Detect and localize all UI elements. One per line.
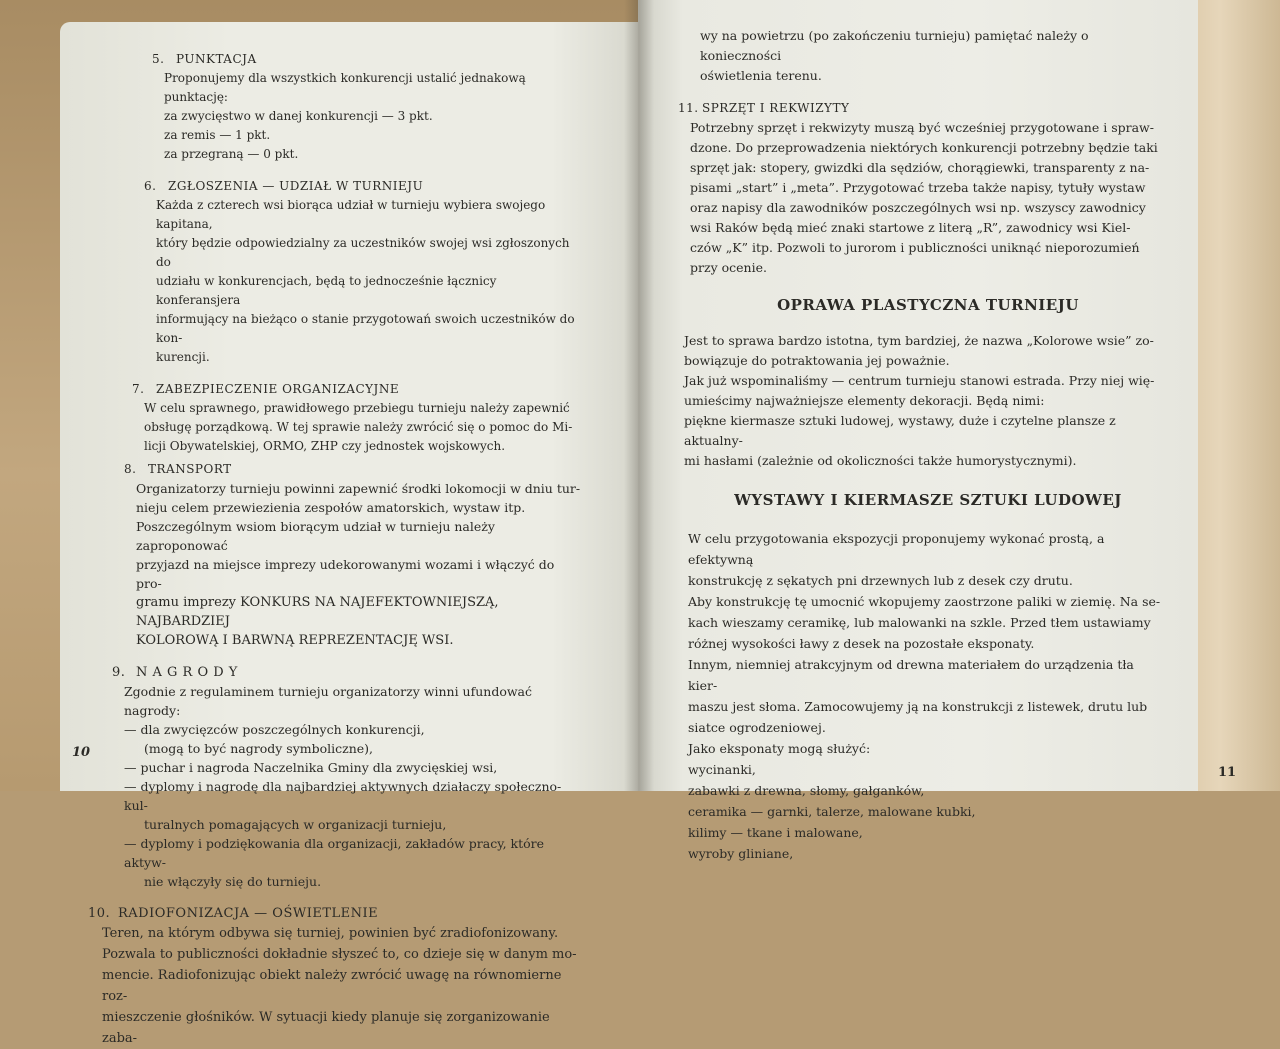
section-body	[124, 682, 582, 891]
text-line: wy na powietrzu (po zakończeniu turnieju) pamiętać należy o konieczności	[700, 28, 1089, 63]
text-line: Poszczególnym wsiom biorącym udział w turnieju należy zaproponować	[136, 519, 495, 553]
text-line: nie włączyły się do turnieju.	[144, 874, 322, 889]
section-title: N A G R O D Y	[136, 665, 238, 680]
section-title: TRANSPORT	[148, 462, 232, 476]
text-line: Organizatorzy turnieju powinni zapewnić środki lokomocji w dniu tur-	[136, 481, 581, 496]
text-line: nieju celem przewiezienia zespołów amatorskich, wystaw itp.	[136, 500, 526, 515]
section-title: ZGŁOSZENIA — UDZIAŁ W TURNIEJU	[168, 179, 424, 193]
paragraph-block	[684, 331, 1166, 471]
text-line: — dyplomy i nagrodę dla najbardziej aktywnych działaczy społeczno-kul-	[124, 779, 562, 813]
text-line: bowiązuje do potraktowania jej poważnie.	[684, 353, 950, 368]
section-number: 5.	[152, 52, 165, 66]
text-line: W celu sprawnego, prawidłowego przebiegu turnieju należy zapewnić	[144, 401, 570, 415]
section-title: SPRZĘT I REKWIZYTY	[702, 101, 850, 115]
section-body	[690, 118, 1166, 278]
text-line: czów „K” itp. Pozwoli to jurorom i publiczności uniknąć nieporozumień	[690, 240, 1140, 255]
section-number: 6.	[144, 179, 157, 193]
text-line: kach wieszamy ceramikę, lub malowanki na szkle. Przed tłem ustawiamy	[688, 615, 1151, 630]
text-line: (mogą to być nagrody symboliczne),	[144, 741, 374, 756]
text-line: za zwycięstwo w danej konkurencji — 3 pkt.	[164, 109, 433, 123]
continuation-text	[700, 26, 1166, 86]
text-line: W celu przygotowania ekspozycji proponujemy wykonać prostą, a efektywną	[688, 531, 1105, 567]
text-line: Jest to sprawa bardzo istotna, tym bardziej, że nazwa „Kolorowe wsie” zo-	[684, 333, 1154, 348]
text-line: oraz napisy dla zawodników poszczególnych wsi np. wszyscy zawodnicy	[690, 200, 1146, 215]
text-line: za przegraną — 0 pkt.	[164, 147, 299, 161]
text-line: turalnych pomagających w organizacji turnieju,	[144, 817, 447, 832]
text-line: maszu jest słoma. Zamocowujemy ją na konstrukcji z listewek, drutu lub	[688, 699, 1148, 714]
section-body	[136, 479, 582, 650]
section-body	[164, 69, 582, 164]
text-line: pisami „start” i „meta”. Przygotować trzeba także napisy, tytuły wystaw	[690, 180, 1146, 195]
section-number: 8.	[124, 462, 137, 476]
section-body	[102, 923, 582, 1049]
section-title: PUNKTACJA	[176, 52, 257, 66]
page-number: 11	[1218, 765, 1237, 780]
section-heading	[124, 460, 582, 479]
text-line: Pozwala to publiczności dokładnie słyszeć to, co dzieje się w danym mo-	[102, 947, 577, 962]
text-line: za remis — 1 pkt.	[164, 128, 271, 142]
text-line: Proponujemy dla wszystkich konkurencji ustalić jednakową punktację:	[164, 71, 526, 104]
page-number: 10	[72, 745, 91, 760]
text-line: Zgodnie z regulaminem turnieju organizatorzy winni ufundować nagrody:	[124, 684, 533, 718]
text-line: udziału w konkurencjach, będą to jednocześnie łącznicy konferansjera	[156, 274, 497, 307]
text-line: piękne kiermasze sztuki ludowej, wystawy, duże i czytelne plansze z aktualny-	[684, 413, 1116, 448]
section-heading	[132, 380, 582, 399]
text-line: Jak już wspominaliśmy — centrum turnieju stanowi estrada. Przy niej wię-	[684, 373, 1155, 388]
text-line: który będzie odpowiedzialny za uczestników swojej wsi zgłoszonych do	[156, 236, 570, 269]
text-line: wycinanki,	[688, 762, 756, 777]
text-line: — puchar i nagroda Naczelnika Gminy dla zwycięskiej wsi,	[124, 760, 498, 775]
book-gutter	[624, 0, 654, 791]
text-line: informujący na bieżąco o stanie przygotowań swoich uczestników do kon-	[156, 312, 575, 345]
text-line: wsi Raków będą mieć znaki startowe z literą „R”, zawodnicy wsi Kiel-	[690, 220, 1131, 235]
text-line: Innym, niemniej atrakcyjnym od drewna materiałem do urządzenia tła kier-	[688, 657, 1134, 693]
section-heading	[678, 99, 1166, 118]
chapter-heading: WYSTAWY I KIERMASZE SZTUKI LUDOWEJ	[734, 491, 1122, 509]
text-line: wyroby gliniane,	[688, 846, 794, 861]
section-body	[156, 196, 582, 367]
text-line: obsługę porządkową. W tej sprawie należy zwrócić się o pomoc do Mi-	[144, 420, 573, 434]
text-line: kilimy — tkane i malowane,	[688, 825, 863, 840]
text-line: mi hasłami (zależnie od okoliczności także humorystycznymi).	[684, 453, 1077, 468]
text-line: zabawki z drewna, słomy, gałganków,	[688, 783, 925, 798]
text-line: Każda z czterech wsi biorąca udział w turnieju wybiera swojego kapitana,	[156, 198, 546, 231]
section-body	[144, 399, 582, 456]
right-page-text	[678, 28, 1166, 864]
text-line: Teren, na którym odbywa się turniej, powinien być zradiofonizowany.	[102, 926, 559, 941]
section-number: 9.	[112, 665, 126, 680]
section-number: 10.	[88, 906, 111, 921]
section-heading	[112, 663, 582, 682]
text-line: przy ocenie.	[690, 260, 767, 275]
text-line: KOLOROWĄ I BARWNĄ REPREZENTACJĘ WSI.	[136, 633, 454, 648]
text-line: mencie. Radiofonizując obiekt należy zwrócić uwagę na równomierne roz-	[102, 968, 562, 1004]
text-line: różnej wysokości ławy z desek na pozostałe eksponaty.	[688, 636, 1035, 651]
text-line: sprzęt jak: stopery, gwizdki dla sędziów, chorągiewki, transparenty z na-	[690, 160, 1150, 175]
text-line: — dla zwycięzców poszczególnych konkurencji,	[124, 722, 425, 737]
text-line: przyjazd na miejsce imprezy udekorowanymi wozami i włączyć do pro-	[136, 557, 555, 591]
text-line: — dyplomy i podziękowania dla organizacji, zakładów pracy, które aktyw-	[124, 836, 545, 870]
text-line: siatce ogrodzeniowej.	[688, 720, 826, 735]
section-title: ZABEZPIECZENIE ORGANIZACYJNE	[156, 382, 400, 396]
text-line: umieścimy najważniejsze elementy dekoracji. Będą nimi:	[684, 393, 1045, 408]
text-line: ceramika — garnki, talerze, malowane kubki,	[688, 804, 976, 819]
text-line: konstrukcję z sękatych pni drzewnych lub z desek czy drutu.	[688, 573, 1073, 588]
text-line: Aby konstrukcję tę umocnić wkopujemy zaostrzone paliki w ziemię. Na se-	[688, 594, 1161, 609]
chapter-heading: OPRAWA PLASTYCZNA TURNIEJU	[777, 296, 1079, 314]
text-line: Potrzebny sprzęt i rekwizyty muszą być wcześniej przygotowane i spraw-	[690, 120, 1154, 135]
section-number: 7.	[132, 382, 145, 396]
text-line: dzone. Do przeprowadzenia niektórych konkurencji potrzebny będzie taki	[690, 140, 1158, 155]
section-title: RADIOFONIZACJA — OŚWIETLENIE	[118, 906, 379, 921]
text-line: oświetlenia terenu.	[700, 68, 822, 83]
paragraph-block	[688, 528, 1166, 864]
section-heading	[152, 50, 582, 69]
text-line: kurencji.	[156, 350, 210, 364]
text-line: Jako eksponaty mogą służyć:	[688, 741, 871, 756]
text-line: gramu imprezy KONKURS NA NAJEFEKTOWNIEJSZĄ, NAJBARDZIEJ	[136, 595, 499, 629]
section-heading	[88, 904, 582, 923]
section-number: 11.	[678, 101, 699, 115]
section-heading	[144, 177, 582, 196]
text-line: mieszczenie głośników. W sytuacji kiedy planuje się zorganizowanie zaba-	[102, 1010, 550, 1046]
text-line: licji Obywatelskiej, ORMO, ZHP czy jednostek wojskowych.	[144, 439, 506, 453]
left-page-text	[88, 50, 582, 1049]
